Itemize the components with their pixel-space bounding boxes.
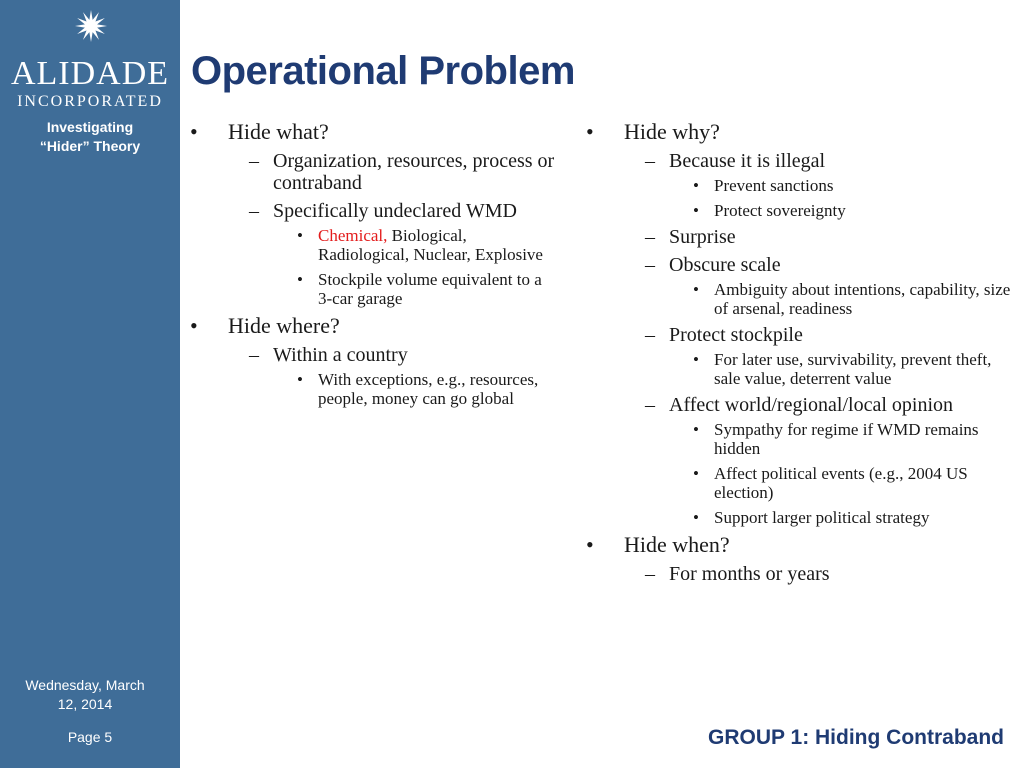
sub-sub-bullet: • Protect sovereignty <box>693 201 846 220</box>
bullet-text: Hide what? <box>228 119 329 144</box>
sub-sub-bullet-text: Support larger political strategy <box>714 508 930 527</box>
right-column <box>586 120 1016 591</box>
sub-sub-bullet-text: With exceptions, e.g., resources, people, money can go global <box>318 370 539 408</box>
sub-sub-bullet-text: Sympathy for regime if WMD remains hidden <box>714 420 979 458</box>
bullet-hide-why: • Hide why? – Because it is illegal • Prevent sanctions • Protect sovereignty – Surprise – Obscure scale • Ambiguity about intentions, capability, size of arsenal, readiness – Protect stockpile • For later use, survivability, prevent theft, sale value, deterrent value – Affect world/regional/local opinion • Sympathy for regime if WMD remains hidden • Affect political events (e.g., 2004 US election) • Support larger political strategy <box>586 120 1016 527</box>
sub-bullet: – Surprise <box>645 226 736 248</box>
slide-date <box>0 676 170 714</box>
sub-bullet-text: Surprise <box>669 226 736 248</box>
sub-bullet: – Organization, resources, process or contraband <box>249 150 555 194</box>
sub-sub-bullet: • With exceptions, e.g., resources, people, money can go global <box>297 370 539 408</box>
sub-sub-bullet-text: For later use, survivability, prevent theft, sale value, deterrent value <box>714 350 992 388</box>
subtitle-line-2: “Hider” Theory <box>39 138 141 154</box>
slide-title: Operational Problem <box>191 49 575 93</box>
logo-name: ALIDADE <box>10 55 170 92</box>
sub-bullet: – Protect stockpile • For later use, survivability, prevent theft, sale value, deterrent value <box>624 324 1016 388</box>
sub-sub-bullet: • Ambiguity about intentions, capability, size of arsenal, readiness <box>693 280 1011 318</box>
page-number: Page 5 <box>67 729 113 745</box>
sub-sub-bullet-text: Protect sovereignty <box>714 201 846 220</box>
sub-sub-bullet: • Support larger political strategy <box>693 508 930 527</box>
starburst-logo-icon <box>75 10 107 42</box>
bullet-text: Hide where? <box>228 313 340 338</box>
sub-sub-bullet: • Prevent sanctions <box>693 176 834 195</box>
sub-sub-bullet-text: Stockpile volume equivalent to a 3-car garage <box>318 270 542 308</box>
sidebar <box>0 0 180 768</box>
chemical-highlight: Chemical, <box>318 226 388 245</box>
sub-bullet-text: For months or years <box>669 563 830 585</box>
sub-bullet-text: Specifically undeclared WMD <box>273 200 517 222</box>
sub-bullet: – Because it is illegal • Prevent sanctions • Protect sovereignty <box>624 150 1016 220</box>
sub-sub-bullet-text: Prevent sanctions <box>714 176 834 195</box>
sub-bullet-text: Affect world/regional/local opinion <box>669 394 953 416</box>
sub-sub-bullet: • Affect political events (e.g., 2004 US election) <box>693 464 968 502</box>
sub-bullet: – Affect world/regional/local opinion • Sympathy for regime if WMD remains hidden • Affect political events (e.g., 2004 US election) • Support larger political strategy <box>624 394 1016 527</box>
bullet-text: Hide why? <box>624 119 720 144</box>
bullet-hide-what: • Hide what? – Organization, resources, process or contraband – Specifically undeclared WMD • Chemical, Biological, Radiological, Nuclear, Explosive • Stockpile volume equivalent to a 3-car garage <box>190 120 560 308</box>
date-line-2: 12, 2014 <box>57 696 113 712</box>
sub-bullet: – Within a country • With exceptions, e.g., resources, people, money can go global <box>228 344 560 408</box>
sub-sub-bullet: • For later use, survivability, prevent theft, sale value, deterrent value <box>693 350 992 388</box>
logo-subtitle: INCORPORATED <box>17 93 163 110</box>
date-line-1: Wednesday, March <box>25 677 145 693</box>
sub-bullet-text: Organization, resources, process or contraband <box>273 150 555 194</box>
sub-sub-bullet-text: Ambiguity about intentions, capability, size of arsenal, readiness <box>714 280 1011 318</box>
sub-sub-bullet-text: Biological, Radiological, Nuclear, Explosive <box>318 226 543 264</box>
footer-title: GROUP 1: Hiding Contraband <box>708 726 1004 749</box>
sub-bullet: – Specifically undeclared WMD • Chemical, Biological, Radiological, Nuclear, Explosive • Stockpile volume equivalent to a 3-car garage <box>228 200 560 308</box>
sub-sub-bullet: • Sympathy for regime if WMD remains hidden <box>693 420 979 458</box>
bullet-hide-when: • Hide when? – For months or years <box>586 533 1016 585</box>
sub-bullet-text: Because it is illegal <box>669 150 826 172</box>
sub-bullet-text: Within a country <box>273 344 408 366</box>
sub-sub-bullet: • Stockpile volume equivalent to a 3-car garage <box>297 270 542 308</box>
subtitle-line-1: Investigating <box>46 119 134 135</box>
sub-bullet-text: Obscure scale <box>669 254 781 276</box>
left-column <box>190 120 560 414</box>
sub-bullet-text: Protect stockpile <box>669 324 803 346</box>
presentation-subtitle <box>0 118 180 156</box>
sub-sub-bullet-text: Affect political events (e.g., 2004 US election) <box>714 464 968 502</box>
sub-sub-bullet: • Chemical, Biological, Radiological, Nuclear, Explosive <box>297 226 543 264</box>
sub-bullet: – For months or years <box>645 563 830 585</box>
bullet-text: Hide when? <box>624 532 730 557</box>
bullet-hide-where: • Hide where? – Within a country • With exceptions, e.g., resources, people, money can go global <box>190 314 560 408</box>
sub-bullet: – Obscure scale • Ambiguity about intentions, capability, size of arsenal, readiness <box>624 254 1016 318</box>
